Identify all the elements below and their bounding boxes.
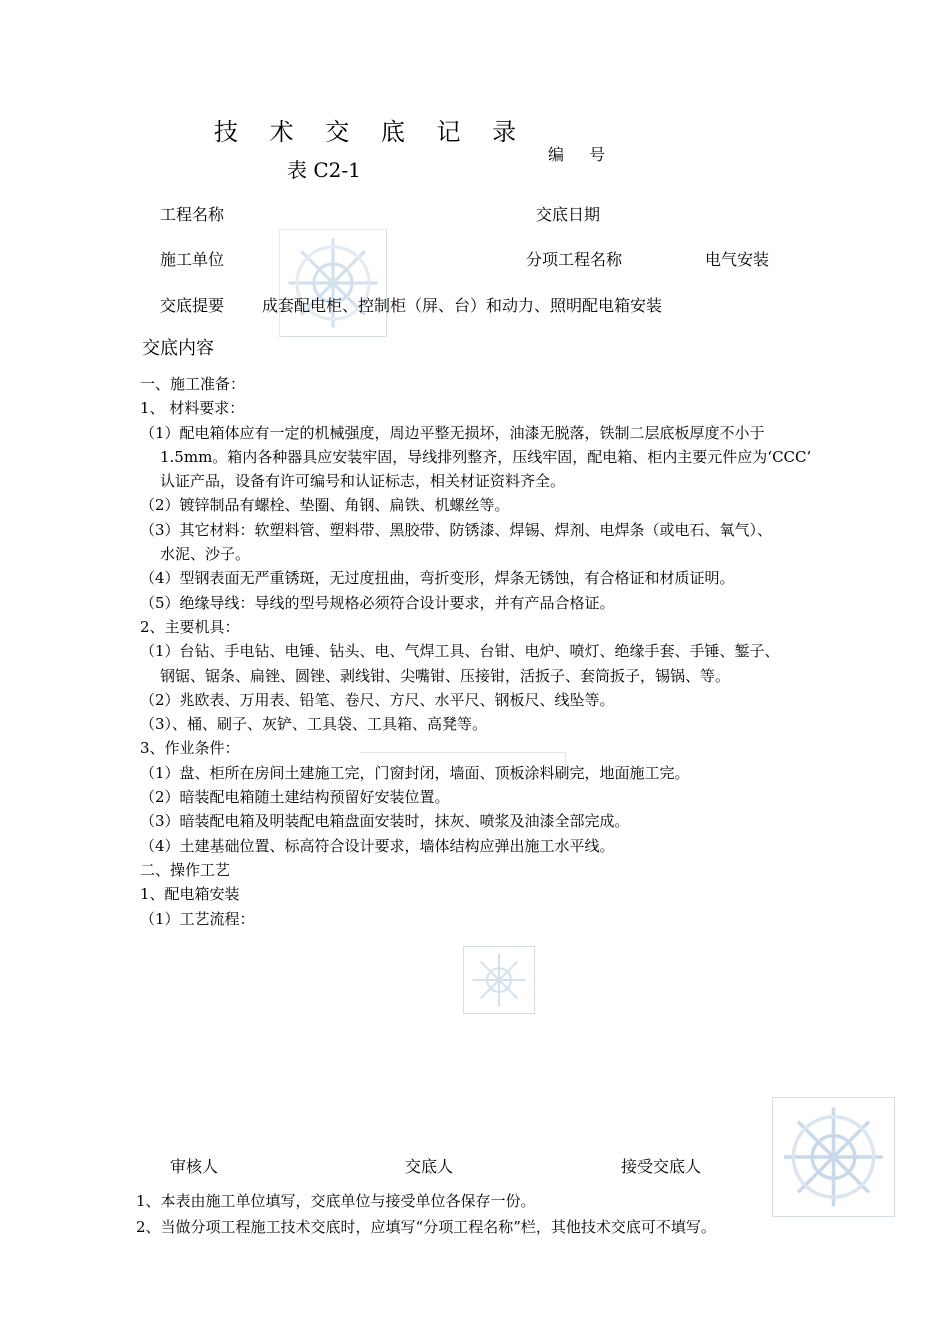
watermark-icon	[772, 1097, 895, 1217]
summary-value: 成套配电柜、控制柜（屏、台）和动力、照明配电箱安装	[262, 296, 663, 315]
reviewer-label: 审核人	[170, 1157, 219, 1176]
content-line: 1.5mm。箱内各种器具应安装牢固，导线排列整齐，压线牢固，配电箱、柜内主要元件应为‘CCC’	[160, 447, 812, 466]
content-line: （2）镀锌制品有螺栓、垫圈、角钢、扁铁、机螺丝等。	[140, 496, 510, 515]
sub-project-value: 电气安装	[705, 250, 770, 269]
content-line: （4）型钢表面无严重锈斑，无过度扭曲，弯折变形，焊条无锈蚀，有合格证和材质证明。	[140, 569, 735, 588]
content-line: （3）暗装配电箱及明装配电箱盘面安装时，抹灰、喷浆及油漆全部完成。	[140, 812, 630, 831]
content-line: 一、施工准备：	[140, 375, 246, 393]
content-line: 1、 材料要求：	[140, 399, 245, 418]
summary-label: 交底提要	[160, 296, 225, 315]
content-line: 3、作业条件：	[140, 739, 240, 758]
content-line: （2）兆欧表、万用表、铅笔、卷尺、方尺、水平尺、钢板尺、线坠等。	[140, 690, 615, 709]
watermark-icon	[279, 229, 387, 337]
project-name-label: 工程名称	[160, 205, 225, 224]
footnote: 2、当做分项工程施工技术交底时，应填写“分项工程名称”栏，其他技术交底可不填写。	[136, 1218, 716, 1236]
content-line: 认证产品，设备有许可编号和认证标志，相关材证资料齐全。	[160, 472, 566, 491]
content-line: 二、操作工艺	[140, 860, 231, 879]
content-line: （1）工艺流程：	[140, 909, 255, 928]
content-line: 2、主要机具：	[140, 617, 240, 636]
content-line: （3）其它材料：软塑料管、塑料带、黑胶带、防锈漆、焊锡、焊剂、电焊条（或电石、氧气）、	[140, 520, 773, 539]
receiver-label: 接受交底人	[621, 1157, 702, 1176]
footnote: 1、本表由施工单位填写，交底单位与接受单位各保存一份。	[136, 1192, 536, 1210]
number-label: 编 号	[548, 145, 616, 164]
content-line: （5）绝缘导线：导线的型号规格必须符合设计要求，并有产品合格证。	[140, 593, 615, 612]
discloser-label: 交底人	[405, 1157, 454, 1176]
date-label: 交底日期	[536, 205, 601, 224]
footnotes	[136, 1188, 716, 1240]
document-title: 技 术 交 底 记 录	[214, 118, 529, 146]
content-line: 1、配电箱安装	[140, 885, 240, 904]
content-line: （1）盘、柜所在房间土建施工完，门窗封闭，墙面、顶板涂料刷完，地面施工完。	[140, 763, 690, 782]
content-line: （1）台钻、手电钻、电锤、钻头、电、气焊工具、台钳、电炉、喷灯、绝缘手套、手锤、錾子、	[140, 642, 780, 661]
content-line: （2）暗装配电箱随土建结构预留好安装位置。	[140, 788, 450, 807]
content-title: 交底内容	[142, 338, 214, 359]
watermark-icon	[463, 946, 535, 1014]
content-line: （1）配电箱体应有一定的机械强度，周边平整无损坏，油漆无脱落，铁制二层底板厚度不小于	[140, 423, 765, 442]
content-line: 钢锯、锯条、扁锉、圆锉、剥线钳、尖嘴钳、压接钳，活扳子、套筒扳子，锡锅、等。	[160, 666, 731, 685]
content-line: 水泥、沙子。	[160, 545, 251, 564]
content-body	[140, 372, 860, 931]
unit-label: 施工单位	[160, 250, 225, 269]
content-line: （4）土建基础位置、标高符合设计要求，墙体结构应弹出施工水平线。	[140, 836, 615, 855]
sub-project-label: 分项工程名称	[526, 250, 623, 269]
form-code: 表 C2-1	[287, 158, 361, 182]
content-line: （3）、桶、刷子、灰铲、工具袋、工具箱、高凳等。	[140, 715, 488, 734]
